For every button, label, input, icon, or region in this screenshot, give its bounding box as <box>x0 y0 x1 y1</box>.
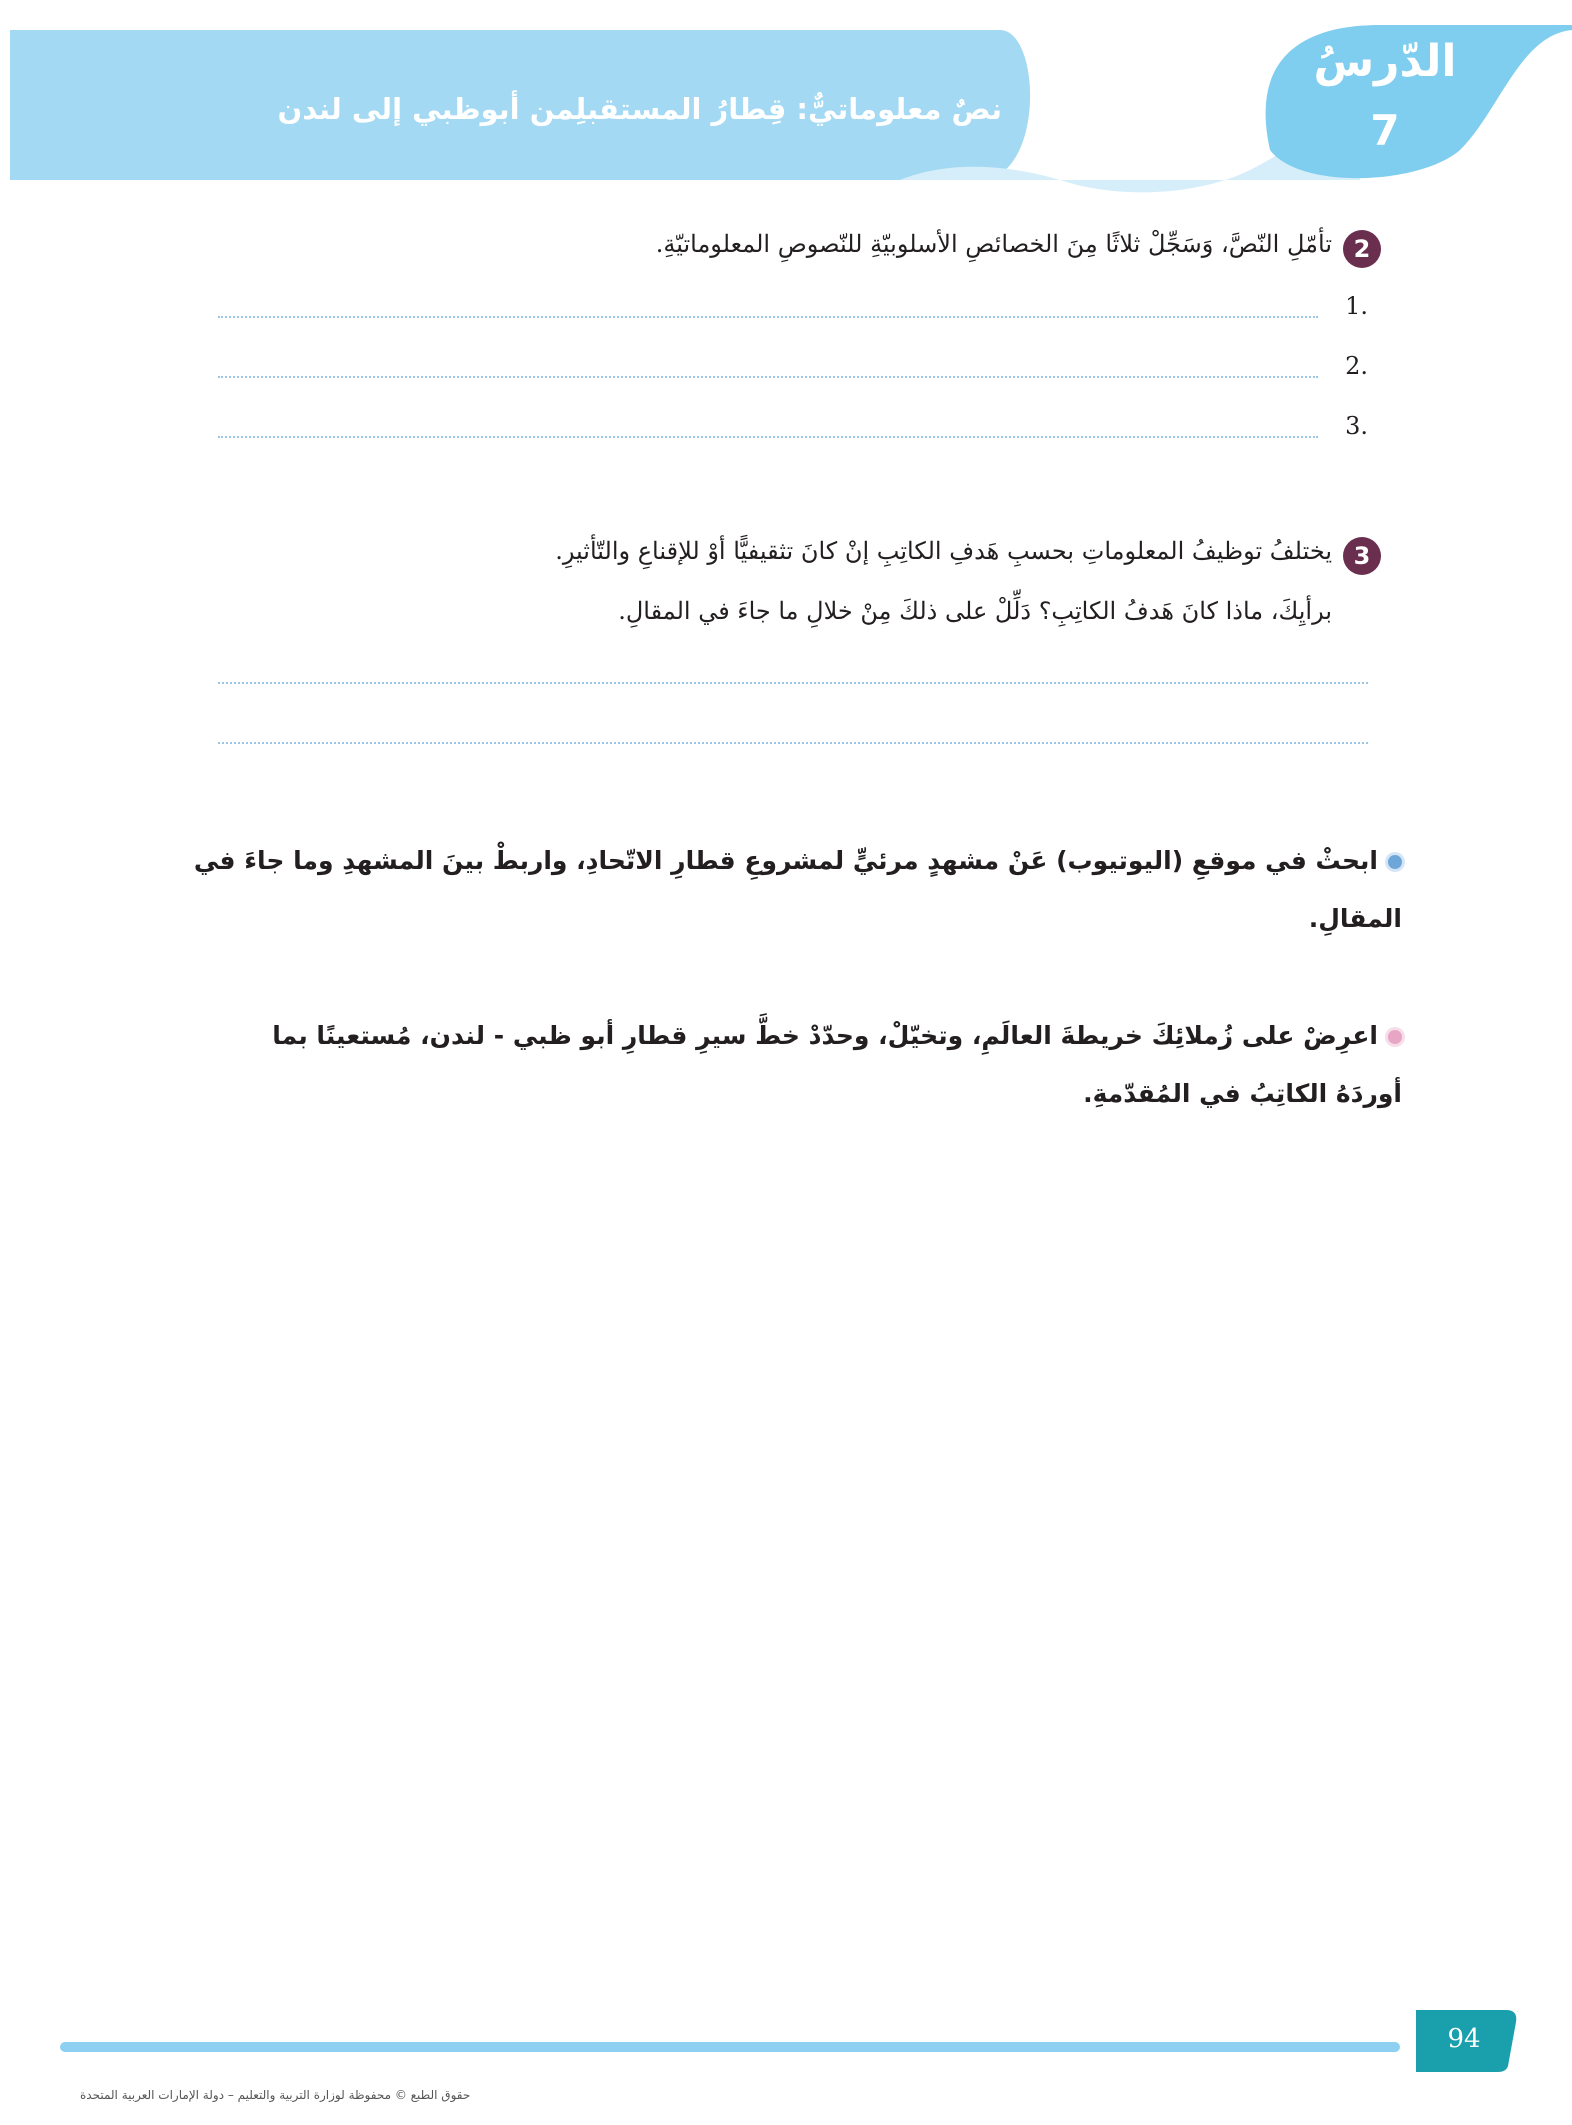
lesson-label: الدّرسُ <box>1313 36 1457 87</box>
answer-line-number: 3. <box>1345 412 1368 440</box>
task-item-research <box>172 832 1402 948</box>
dotted-line <box>218 316 1318 318</box>
task-text: ابحثْ في موقعِ (اليوتيوب) عَنْ مشهدٍ مرئيٍّ لمشروعِ قطارِ الاتّحادِ، واربطْ بينَ المشهدِ وما جاءَ في <box>193 846 1378 875</box>
task-item-map <box>172 1007 1402 1123</box>
question-3-badge: 3 <box>1343 537 1381 575</box>
blue-bullet-icon <box>1388 855 1402 869</box>
question-3-line-1: يختلفُ توظيفُ المعلوماتِ بحسبِ هَدفِ الكاتِبِ إنْ كانَ تثقيفيًّا أوْ للإقناعِ والتّأثيرِ. <box>555 537 1332 565</box>
copyright-notice: حقوق الطبع © محفوظة لوزارة التربية والتعليم – دولة الإمارات العربية المتحدة <box>80 2088 471 2102</box>
answer-line-2[interactable] <box>218 352 1368 392</box>
footer-bar <box>60 2042 1400 2052</box>
question-2-badge: 2 <box>1343 230 1381 268</box>
answer-line-5[interactable] <box>218 742 1368 744</box>
question-2-text: تأمّلِ النّصَّ، وَسَجِّلْ ثلاثًا مِنَ الخصائصِ الأسلوبيّةِ للنّصوصِ المعلوماتيّةِ. <box>655 230 1332 258</box>
answer-line-4[interactable] <box>218 682 1368 684</box>
answer-line-3[interactable] <box>218 412 1368 452</box>
task-text: اعرِضْ على زُملائِكَ خريطةَ العالَمِ، وتخيّلْ، وحدّدْ خطَّ سيرِ قطارِ أبو ظبي - لندن، مُستعينًا بما <box>272 1021 1378 1050</box>
answer-line-number: 1. <box>1345 292 1368 320</box>
dotted-line <box>218 376 1318 378</box>
page-number: 94 <box>1447 2024 1481 2054</box>
question-3-line-2: برأيِكَ، ماذا كانَ هَدفُ الكاتِبِ؟ دَلِّلْ على ذلكَ مِنْ خلالِ ما جاءَ في المقالِ. <box>618 597 1332 625</box>
lesson-title: نصٌ معلوماتيٌّ: قِطارُ المستقبلِمن أبوظبي إلى لندن <box>277 92 1002 126</box>
task-text: المقالِ. <box>1308 904 1402 933</box>
task-text: أوردَهُ الكاتِبُ في المُقدّمةِ. <box>1083 1079 1402 1108</box>
answer-line-number: 2. <box>1345 352 1368 380</box>
pink-bullet-icon <box>1388 1030 1402 1044</box>
dotted-line <box>218 436 1318 438</box>
lesson-number: 7 <box>1370 106 1400 155</box>
answer-line-1[interactable] <box>218 292 1368 332</box>
